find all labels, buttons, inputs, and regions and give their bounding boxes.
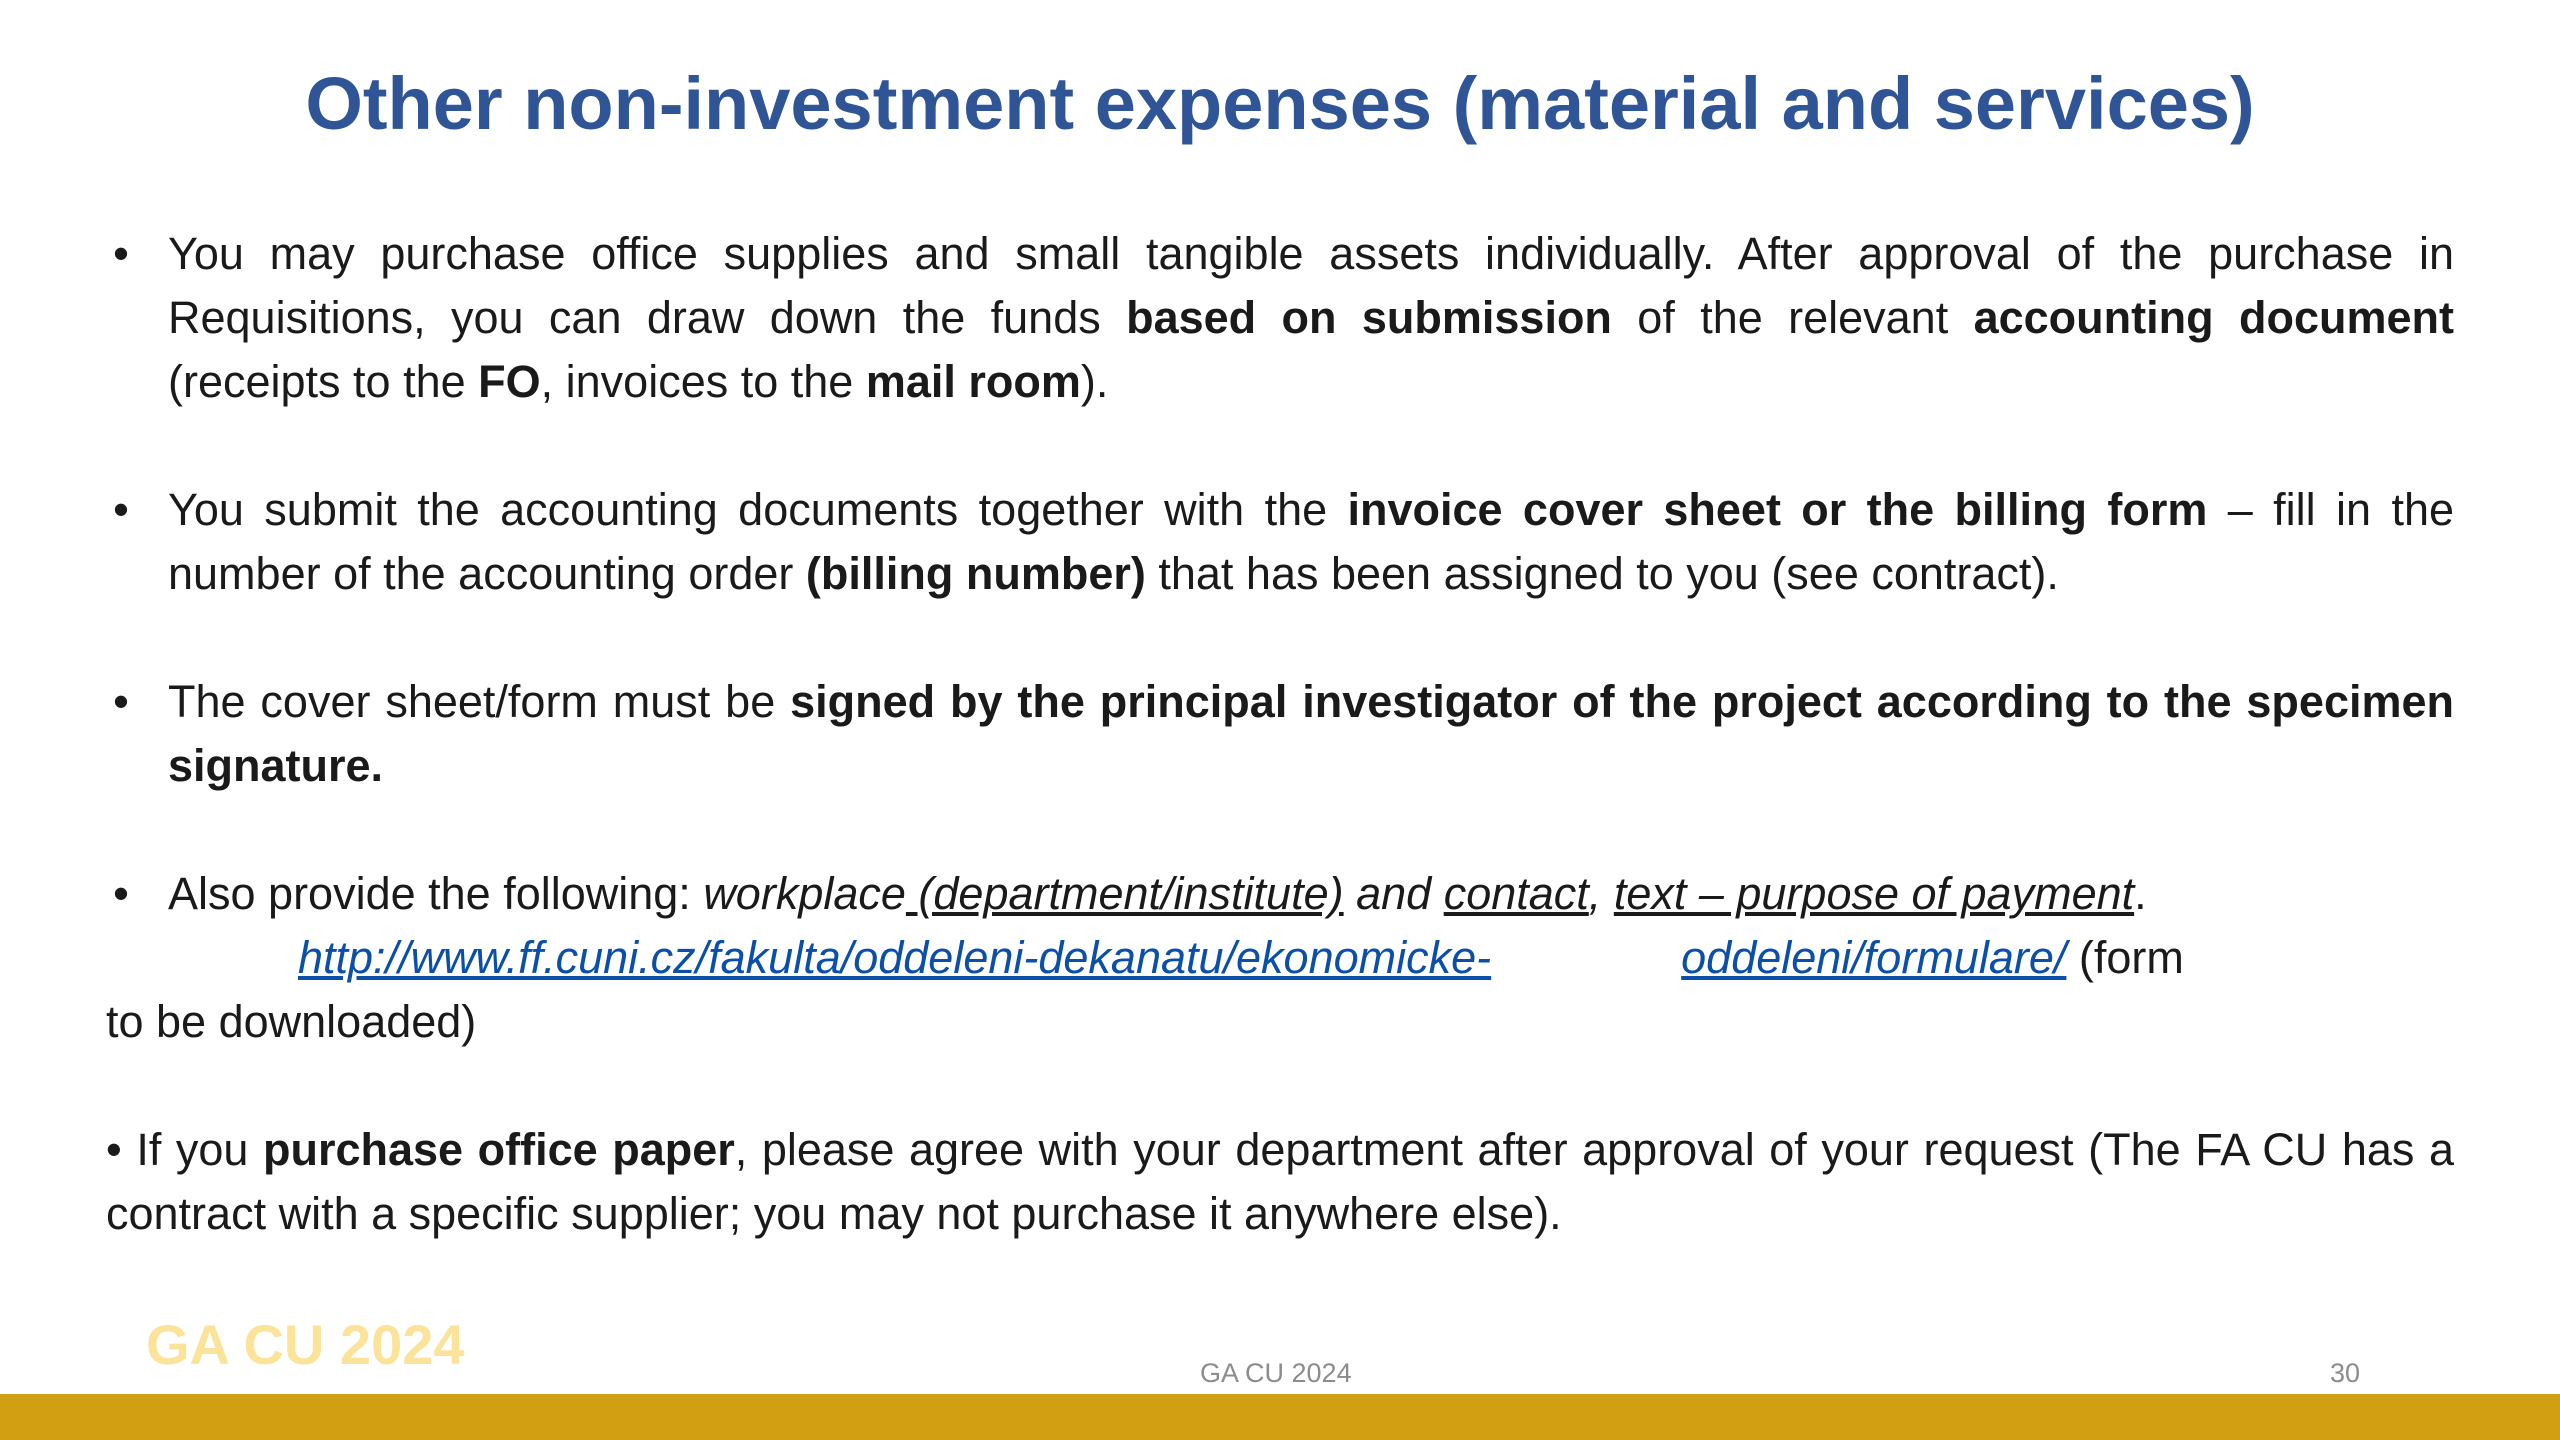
- bullet-office-paper: • If you purchase office paper, please agree with your department after approval of your request (The FA CU has a contract with a specific supplier; you may not purchase it anywhere else).: [106, 1124, 2454, 1239]
- bullet-cover-sheet: • You submit the accounting documents together with the invoice cover sheet or the billing form – fill in the number of the accounting order (billing number) that has been assigned to you (see contract).: [106, 478, 2454, 606]
- page-number: 30: [2330, 1358, 2361, 1388]
- bullet-marker: •: [113, 868, 129, 919]
- bullet-provide-info: • Also provide the following: workplace (department/institute) and contact, text – purpose of payment. http://www.ff.cuni.cz/fakulta/oddeleni-dekanatu/ekonomicke- oddeleni/formulare/ (form to be downloaded): [106, 862, 2454, 1054]
- bullet-office-supplies: • You may purchase office supplies and small tangible assets individually. After approval of the purchase in Requisitions, you can draw down the funds based on submission of the relevant accounting document (receipts to the FO, invoices to the mail room).: [106, 222, 2454, 414]
- slide-title: Other non-investment expenses (material and services): [305, 62, 2255, 145]
- footer-brand: GA CU 2024: [146, 1313, 465, 1376]
- bullet-marker: •: [113, 484, 129, 535]
- forms-link-part1[interactable]: http://www.ff.cuni.cz/fakulta/oddeleni-dekanatu/ekonomicke-: [298, 932, 1492, 983]
- bullet-marker: •: [106, 1124, 122, 1175]
- bullet-signature: • The cover sheet/form must be signed by the principal investigator of the project according to the specimen signature.: [106, 670, 2454, 798]
- bullet-marker: •: [113, 228, 129, 279]
- footer-text: GA CU 2024: [1200, 1358, 1352, 1388]
- bullet-marker: •: [113, 676, 129, 727]
- slide-content: [106, 222, 2454, 1310]
- forms-link-part2[interactable]: oddeleni/formulare/: [1681, 932, 2067, 983]
- footer-bar: [0, 1394, 2560, 1440]
